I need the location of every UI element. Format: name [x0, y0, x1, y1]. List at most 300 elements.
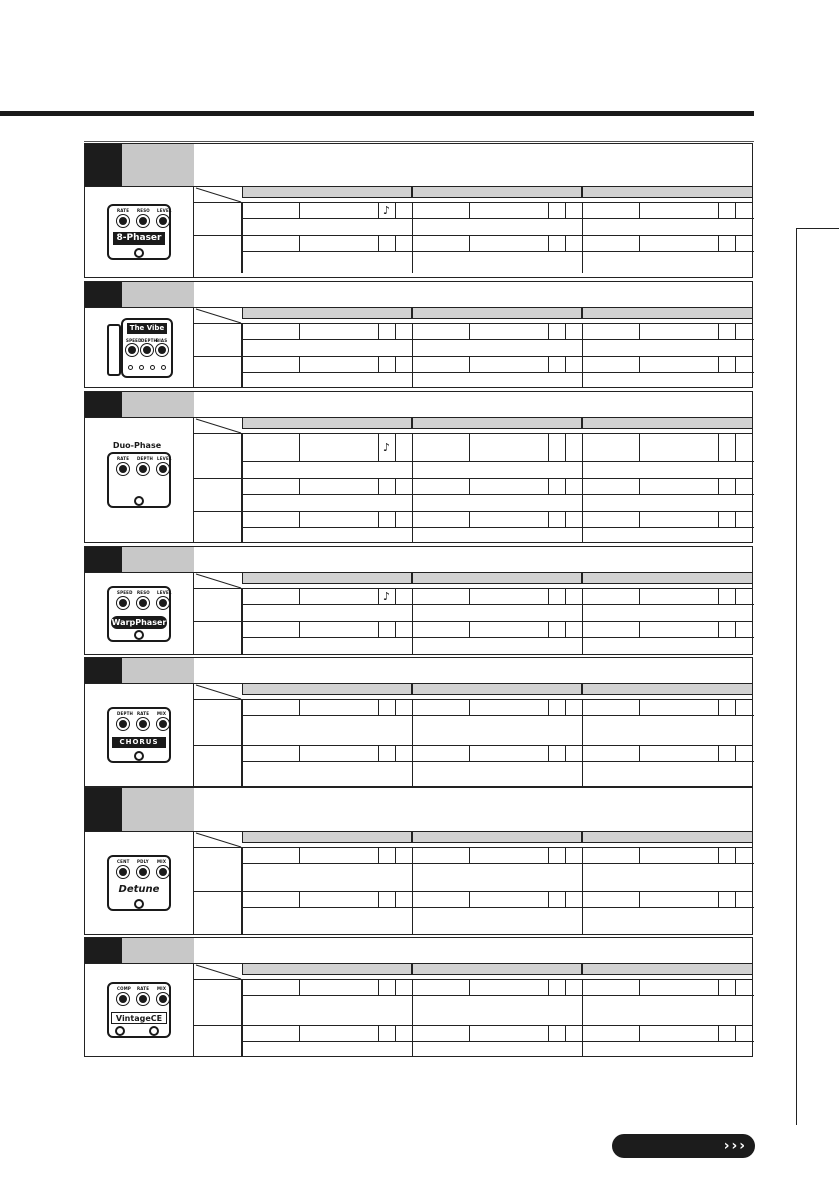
parameter-column-header	[582, 684, 753, 695]
param-flag-slot	[719, 1026, 736, 1042]
param-flag-slot	[566, 434, 583, 462]
param-flag-slot	[566, 236, 583, 252]
header-rule	[0, 111, 754, 116]
knob-icon	[157, 718, 169, 730]
param-flag-slot	[719, 589, 736, 605]
parameter-row-label	[194, 891, 242, 934]
param-description-slot	[413, 373, 583, 389]
param-range-slot	[470, 700, 549, 716]
parameter-cell	[582, 588, 753, 621]
param-flag-slot	[396, 203, 413, 219]
param-name-slot	[583, 236, 640, 252]
parameter-row-label	[194, 1025, 242, 1056]
effect-name-box	[122, 658, 194, 683]
parameter-cell	[412, 356, 582, 388]
knob-label: MIX	[157, 711, 167, 716]
parameter-row-label	[194, 511, 242, 543]
tempo-sync-note-icon: ♪	[383, 204, 391, 217]
param-range-slot	[300, 434, 379, 462]
effect-description	[194, 547, 752, 573]
parameter-column-header	[412, 832, 582, 843]
footswitch-icon	[134, 751, 144, 761]
param-flag-slot	[566, 357, 583, 373]
parameter-cell	[412, 202, 582, 235]
param-flag-slot	[396, 892, 413, 908]
param-range-slot	[470, 479, 549, 495]
effect-name-box	[122, 282, 194, 307]
pedal-body	[107, 707, 171, 763]
param-name-slot	[583, 434, 640, 462]
parameter-column-header	[412, 187, 582, 198]
knob-label: DEPTH	[117, 711, 134, 716]
parameter-cell	[412, 891, 582, 934]
param-flag-slot	[396, 357, 413, 373]
param-name-slot	[583, 746, 640, 762]
param-name-slot	[243, 434, 300, 462]
parameter-cell	[412, 621, 582, 655]
pedal-illustration	[99, 847, 179, 919]
parameter-column-header	[412, 573, 582, 584]
param-flag-slot	[396, 434, 413, 462]
param-flag-slot	[549, 236, 566, 252]
param-flag-slot	[719, 203, 736, 219]
parameter-column-header	[242, 187, 412, 198]
parameter-column-header	[412, 964, 582, 975]
knob-label: RATE	[137, 711, 150, 716]
parameter-cell	[242, 1025, 412, 1056]
param-range-slot	[640, 236, 719, 252]
param-flag-slot	[719, 357, 736, 373]
pedal-illustration	[99, 441, 179, 516]
knob-label: RESO	[137, 208, 150, 213]
parameter-cell	[412, 588, 582, 621]
param-name-slot	[243, 746, 300, 762]
param-range-slot	[640, 479, 719, 495]
param-range-slot	[470, 324, 549, 340]
indicator-dot-icon	[161, 365, 166, 370]
param-flag-slot	[396, 622, 413, 638]
param-range-slot	[640, 203, 719, 219]
knob-icon	[141, 344, 153, 356]
param-flag-slot	[566, 1026, 583, 1042]
effect-number-badge	[85, 392, 122, 417]
param-description-slot	[583, 495, 754, 512]
param-range-slot	[470, 892, 549, 908]
knob-label: BIAS	[156, 337, 168, 343]
param-range-slot	[470, 589, 549, 605]
parameter-column-header	[412, 308, 582, 319]
knob-icon	[157, 463, 169, 475]
next-page-button[interactable]: ›››	[612, 1134, 755, 1158]
knob-label: DEPTH	[137, 456, 154, 461]
param-flag-slot	[549, 980, 566, 996]
param-description-slot	[243, 340, 413, 357]
param-description-slot	[413, 528, 583, 544]
param-description-slot	[413, 864, 583, 892]
param-flag-slot	[736, 622, 754, 638]
param-flag-slot	[736, 479, 754, 495]
parameter-cell	[582, 1025, 753, 1056]
knob-label: RESO	[137, 589, 150, 595]
param-name-slot	[583, 892, 640, 908]
parameter-column-header	[582, 832, 753, 843]
param-flag-slot	[396, 746, 413, 762]
param-name-slot	[413, 236, 470, 252]
param-range-slot	[640, 589, 719, 605]
effect-block	[84, 657, 753, 787]
parameter-cell	[242, 621, 412, 655]
param-range-slot	[640, 700, 719, 716]
param-description-slot	[583, 762, 754, 789]
parameter-cell	[582, 699, 753, 745]
param-name-slot	[413, 479, 470, 495]
parameter-cell	[412, 323, 582, 356]
param-name-slot	[243, 512, 300, 528]
param-name-slot	[243, 236, 300, 252]
param-flag-slot	[549, 434, 566, 462]
parameter-column-header	[242, 573, 412, 584]
param-flag-slot	[379, 357, 396, 373]
param-flag-slot	[736, 512, 754, 528]
pedal-brand: VintageCE	[111, 1012, 167, 1024]
param-description-slot	[413, 638, 583, 656]
param-flag-slot	[549, 622, 566, 638]
effect-number-badge	[85, 938, 122, 963]
parameter-cell	[242, 511, 412, 543]
param-flag-slot	[566, 324, 583, 340]
param-flag-slot	[396, 324, 413, 340]
param-range-slot	[470, 203, 549, 219]
param-flag-slot	[379, 892, 396, 908]
parameter-cell	[582, 323, 753, 356]
knob-icon	[157, 215, 169, 227]
param-range-slot	[470, 848, 549, 864]
effect-block	[84, 281, 753, 388]
param-range-slot	[300, 746, 379, 762]
effect-block	[84, 937, 753, 1057]
knob-label: DEPTH	[141, 337, 158, 343]
parameter-column-header	[242, 418, 412, 429]
parameter-cell	[242, 745, 412, 788]
knob-label: SPEED	[117, 589, 133, 595]
parameter-row-label	[194, 202, 242, 235]
parameter-cell	[242, 235, 412, 273]
param-description-slot	[243, 638, 413, 656]
param-description-slot	[243, 864, 413, 892]
parameter-cell	[242, 356, 412, 388]
param-name-slot	[583, 980, 640, 996]
parameter-cell	[412, 433, 582, 478]
param-flag-slot	[736, 746, 754, 762]
param-flag-slot	[719, 622, 736, 638]
pedal-picture	[85, 832, 194, 934]
param-name-slot	[413, 589, 470, 605]
param-name-slot	[583, 700, 640, 716]
param-description-slot	[583, 462, 754, 479]
pedal-brand: Duo-Phase	[107, 440, 167, 452]
effect-name-box	[122, 788, 194, 831]
param-description-slot	[413, 340, 583, 357]
param-description-slot	[583, 252, 754, 274]
param-flag-slot	[566, 848, 583, 864]
param-flag-slot	[379, 236, 396, 252]
param-name-slot	[583, 479, 640, 495]
param-description-slot	[243, 762, 413, 789]
knob-label: COMP	[117, 986, 132, 991]
parameter-cell	[242, 323, 412, 356]
parameter-cell	[412, 979, 582, 1025]
param-flag-slot	[396, 700, 413, 716]
effect-number-badge	[85, 547, 122, 572]
indicator-dot-icon	[128, 365, 133, 370]
pedal-picture	[85, 308, 194, 387]
effect-description	[194, 938, 752, 964]
knob-label: CENT	[117, 859, 130, 864]
knob-label: LEVEL	[157, 589, 172, 595]
param-flag-slot	[379, 746, 396, 762]
param-range-slot	[300, 236, 379, 252]
param-description-slot	[413, 1042, 583, 1057]
param-description-slot	[583, 864, 754, 892]
param-flag-slot	[736, 892, 754, 908]
param-flag-slot	[719, 512, 736, 528]
knob-label: MIX	[157, 986, 167, 991]
knob-icon	[117, 463, 129, 475]
param-flag-slot	[719, 236, 736, 252]
param-range-slot	[470, 357, 549, 373]
effect-name-box	[122, 547, 194, 572]
param-description-slot	[413, 908, 583, 935]
param-range-slot	[300, 980, 379, 996]
param-flag-slot	[396, 1026, 413, 1042]
parameter-cell	[412, 699, 582, 745]
knob-label: RATE	[117, 456, 130, 461]
parameter-cell	[582, 433, 753, 478]
param-flag-slot	[566, 203, 583, 219]
param-name-slot	[583, 622, 640, 638]
indicator-dot-icon	[150, 365, 155, 370]
parameter-cell	[242, 588, 412, 621]
tempo-sync-note-icon: ♪	[383, 590, 391, 603]
parameter-column-header	[242, 684, 412, 695]
param-flag-slot	[719, 324, 736, 340]
param-name-slot	[583, 512, 640, 528]
knob-label: LEVEL	[157, 208, 172, 213]
param-flag-slot	[719, 700, 736, 716]
param-name-slot	[243, 892, 300, 908]
param-range-slot	[300, 848, 379, 864]
param-flag-slot	[566, 746, 583, 762]
effect-description	[194, 144, 752, 187]
parameter-row-label	[194, 847, 242, 891]
pedal-body	[107, 982, 171, 1038]
parameter-cell	[582, 979, 753, 1025]
param-range-slot	[300, 357, 379, 373]
knob-icon	[117, 718, 129, 730]
knob-icon	[137, 718, 149, 730]
param-range-slot	[300, 324, 379, 340]
pedal-brand: 8-Phaser	[113, 232, 165, 245]
param-description-slot	[583, 605, 754, 622]
parameter-cell	[242, 979, 412, 1025]
param-range-slot	[300, 512, 379, 528]
param-flag-slot	[719, 434, 736, 462]
param-description-slot	[243, 462, 413, 479]
knob-label: PDLY	[137, 859, 149, 864]
param-range-slot	[640, 848, 719, 864]
parameter-column-header	[582, 187, 753, 198]
param-flag-slot	[719, 848, 736, 864]
pedal-picture	[85, 573, 194, 654]
parameter-row-label	[194, 745, 242, 788]
param-flag-slot	[379, 512, 396, 528]
effect-name-box	[122, 392, 194, 417]
parameter-cell	[412, 745, 582, 788]
footswitch-icon	[134, 248, 144, 258]
param-flag-slot	[736, 1026, 754, 1042]
param-name-slot	[243, 203, 300, 219]
pedal-illustration	[99, 196, 179, 268]
parameter-cell	[582, 202, 753, 235]
param-flag-slot	[566, 892, 583, 908]
param-range-slot	[640, 1026, 719, 1042]
parameter-cell	[582, 235, 753, 273]
param-flag-slot	[736, 357, 754, 373]
pedal-picture	[85, 684, 194, 786]
param-name-slot	[583, 324, 640, 340]
param-range-slot	[470, 1026, 549, 1042]
param-description-slot	[243, 373, 413, 389]
parameter-row-label	[194, 433, 242, 478]
parameter-row-label	[194, 699, 242, 745]
param-flag-slot	[379, 1026, 396, 1042]
knob-icon	[117, 993, 129, 1005]
param-description-slot	[243, 528, 413, 544]
param-range-slot	[640, 892, 719, 908]
param-description-slot	[583, 638, 754, 656]
param-range-slot	[640, 357, 719, 373]
param-range-slot	[470, 236, 549, 252]
knob-label: LEVEL	[157, 456, 172, 461]
param-range-slot	[470, 622, 549, 638]
parameter-row-label	[194, 588, 242, 621]
param-description-slot	[243, 1042, 413, 1057]
param-name-slot	[243, 980, 300, 996]
param-flag-slot	[566, 479, 583, 495]
effect-description	[194, 788, 752, 832]
param-range-slot	[470, 980, 549, 996]
param-range-slot	[470, 746, 549, 762]
pedal-illustration	[99, 974, 179, 1046]
param-range-slot	[640, 980, 719, 996]
indicator-dot-icon	[139, 365, 144, 370]
param-flag-slot	[549, 892, 566, 908]
param-flag-slot	[549, 1026, 566, 1042]
parameter-column-header	[412, 684, 582, 695]
knob-icon	[137, 866, 149, 878]
param-flag-slot	[379, 479, 396, 495]
parameter-cell	[412, 1025, 582, 1056]
param-flag-slot	[736, 324, 754, 340]
section-top-rule	[84, 141, 754, 142]
param-name-slot	[413, 980, 470, 996]
pedal-body	[121, 318, 173, 378]
effect-block	[84, 546, 753, 655]
param-description-slot	[413, 219, 583, 236]
effect-number-badge	[85, 788, 122, 831]
parameter-cell	[412, 511, 582, 543]
pedal-picture	[85, 187, 194, 277]
parameter-column-header	[242, 308, 412, 319]
effect-block	[84, 391, 753, 543]
param-name-slot	[583, 848, 640, 864]
param-description-slot	[413, 605, 583, 622]
parameter-cell	[582, 847, 753, 891]
parameter-row-label	[194, 478, 242, 511]
pedal-brand: The Vibe	[127, 323, 167, 334]
parameter-cell	[242, 202, 412, 235]
param-flag-slot	[719, 479, 736, 495]
param-name-slot	[413, 892, 470, 908]
param-name-slot	[243, 479, 300, 495]
effect-description	[194, 282, 752, 308]
param-flag-slot	[549, 203, 566, 219]
pedal-illustration	[99, 578, 179, 650]
param-description-slot	[583, 373, 754, 389]
pedal-body	[107, 204, 171, 260]
param-flag-slot	[396, 512, 413, 528]
param-flag-slot	[566, 589, 583, 605]
param-range-slot	[300, 622, 379, 638]
param-name-slot	[583, 357, 640, 373]
param-name-slot	[413, 203, 470, 219]
param-description-slot	[583, 340, 754, 357]
param-range-slot	[300, 1026, 379, 1042]
param-description-slot	[243, 908, 413, 935]
param-flag-slot	[379, 700, 396, 716]
param-flag-slot	[566, 622, 583, 638]
parameter-cell	[242, 847, 412, 891]
pedal-picture	[85, 964, 194, 1056]
parameter-column-header	[582, 308, 753, 319]
param-flag-slot	[549, 589, 566, 605]
knob-icon	[117, 866, 129, 878]
param-range-slot	[470, 512, 549, 528]
knob-icon	[137, 463, 149, 475]
knob-label: RATE	[117, 208, 130, 213]
param-flag-slot	[719, 980, 736, 996]
effect-number-badge	[85, 282, 122, 307]
param-name-slot	[413, 324, 470, 340]
effect-block	[84, 143, 753, 278]
pedal-brand: CHORUS	[112, 737, 166, 748]
param-flag-slot	[396, 479, 413, 495]
param-flag-slot	[549, 357, 566, 373]
param-flag-slot	[396, 236, 413, 252]
parameter-cell	[582, 745, 753, 788]
pedal-brand: Detune	[112, 883, 166, 896]
param-name-slot	[243, 848, 300, 864]
param-flag-slot	[379, 980, 396, 996]
param-name-slot	[413, 848, 470, 864]
parameter-cell	[412, 478, 582, 511]
param-description-slot	[413, 462, 583, 479]
parameter-cell	[582, 356, 753, 388]
param-flag-slot	[736, 980, 754, 996]
param-range-slot	[300, 892, 379, 908]
param-name-slot	[243, 1026, 300, 1042]
param-flag-slot	[566, 512, 583, 528]
